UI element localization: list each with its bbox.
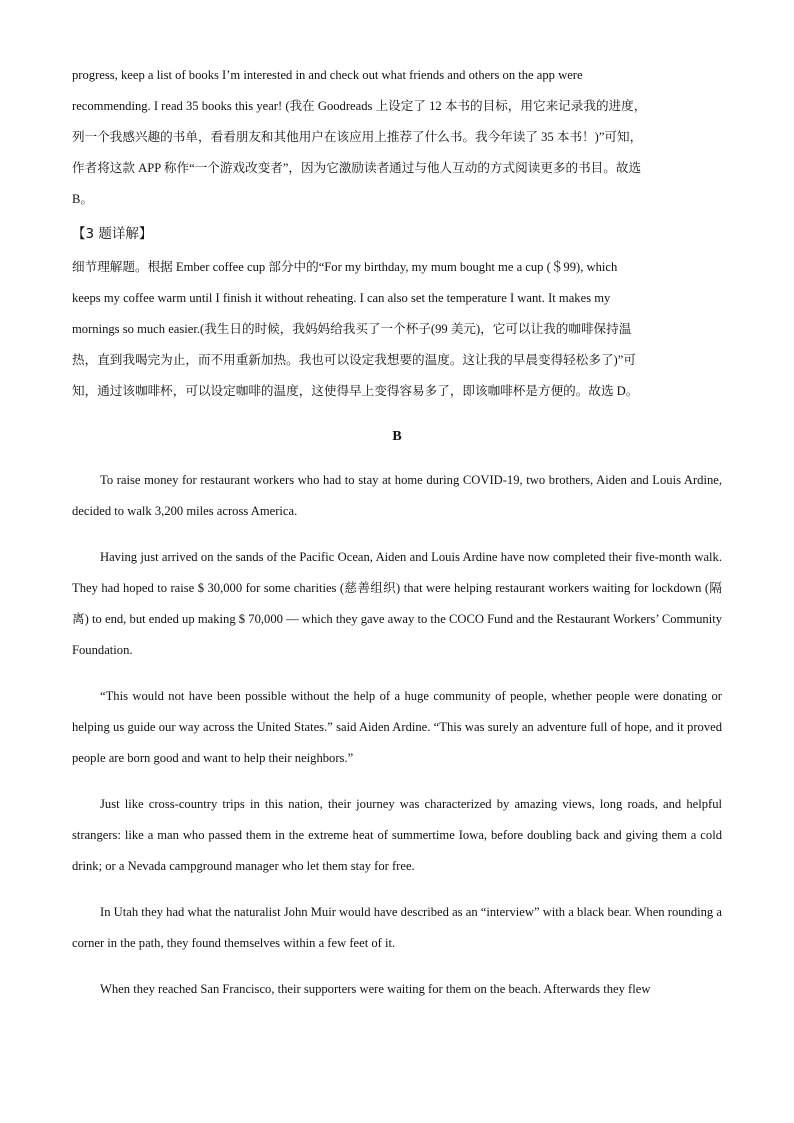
q2-line-5: B。: [72, 192, 93, 206]
part-b-title: B: [392, 429, 402, 444]
q3-line-2: keeps my coffee warm until I finish it without reheating. I can also set the temperature I want. It makes my: [72, 291, 611, 305]
q2-explanation: [72, 60, 722, 215]
q3-line-3: mornings so much easier.(我生日的时候，我妈妈给我买了一个杯子(99 美元)，它可以让我的咖啡保持温: [72, 322, 632, 336]
passage-paragraph: To raise money for restaurant workers who had to stay at home during COVID-19, two brothers, Aiden and Louis Ardine, decided to walk 3,200 miles across America.: [72, 473, 722, 518]
q3-explanation: [72, 252, 722, 407]
q2-line-3: 列一个我感兴趣的书单，看看朋友和其他用户在该应用上推荐了什么书。我今年读了 35 本书！)”可知，: [72, 130, 643, 144]
document-page: [72, 60, 722, 1005]
passage-paragraph: In Utah they had what the naturalist John Muir would have described as an “interview” with a black bear. When rounding a corner in the path, they found themselves within a few feet of it.: [72, 905, 722, 950]
passage-paragraph: Having just arrived on the sands of the Pacific Ocean, Aiden and Louis Ardine have now completed their five-month walk. They had hoped to raise $ 30,000 for some charities (慈善组织) that were helping restaurant workers waiting for lockdown (隔离) to end, but ended up making $ 70,000 — which they gave away to the COCO Fund and the Restaurant Workers’ Community Foundation.: [72, 550, 722, 657]
q3-label: 【3 题详解】: [72, 226, 153, 242]
passage-paragraph: “This would not have been possible without the help of a huge community of people, whether people were donating or helping us guide our way across the United States.” said Aiden Ardine. “This was surely an adventure full of hope, and it proved people are born good and want to help their neighbors.”: [72, 689, 722, 765]
q2-line-1: progress, keep a list of books I’m interested in and check out what friends and others on the app were: [72, 68, 583, 82]
q2-line-4: 作者将这款 APP 称作“一个游戏改变者”，因为它激励读者通过与他人互动的方式阅读更多的书目。故选: [72, 161, 642, 175]
part-b-passage: [72, 465, 722, 1005]
q2-line-2: recommending. I read 35 books this year! (我在 Goodreads 上设定了 12 本书的目标，用它来记录我的进度，: [72, 99, 647, 113]
q3-line-4: 热，直到我喝完为止，而不用重新加热。我也可以设定我想要的温度。这让我的早晨变得轻松多了)”可: [72, 353, 636, 367]
passage-paragraph: When they reached San Francisco, their supporters were waiting for them on the beach. Afterwards they flew: [100, 982, 651, 996]
passage-paragraph: Just like cross-country trips in this nation, their journey was characterized by amazing views, long roads, and helpful strangers: like a man who passed them in the extreme heat of summertime Iowa, before doubling back and giving them a cold drink; or a Nevada campground manager who let them stay for free.: [72, 797, 722, 873]
q3-line-5: 知，通过该咖啡杯，可以设定咖啡的温度，这使得早上变得容易多了，即该咖啡杯是方便的。故选 D。: [72, 384, 639, 398]
q3-line-1: 细节理解题。根据 Ember coffee cup 部分中的“For my birthday, my mum bought me a cup (＄99), which: [72, 260, 618, 274]
